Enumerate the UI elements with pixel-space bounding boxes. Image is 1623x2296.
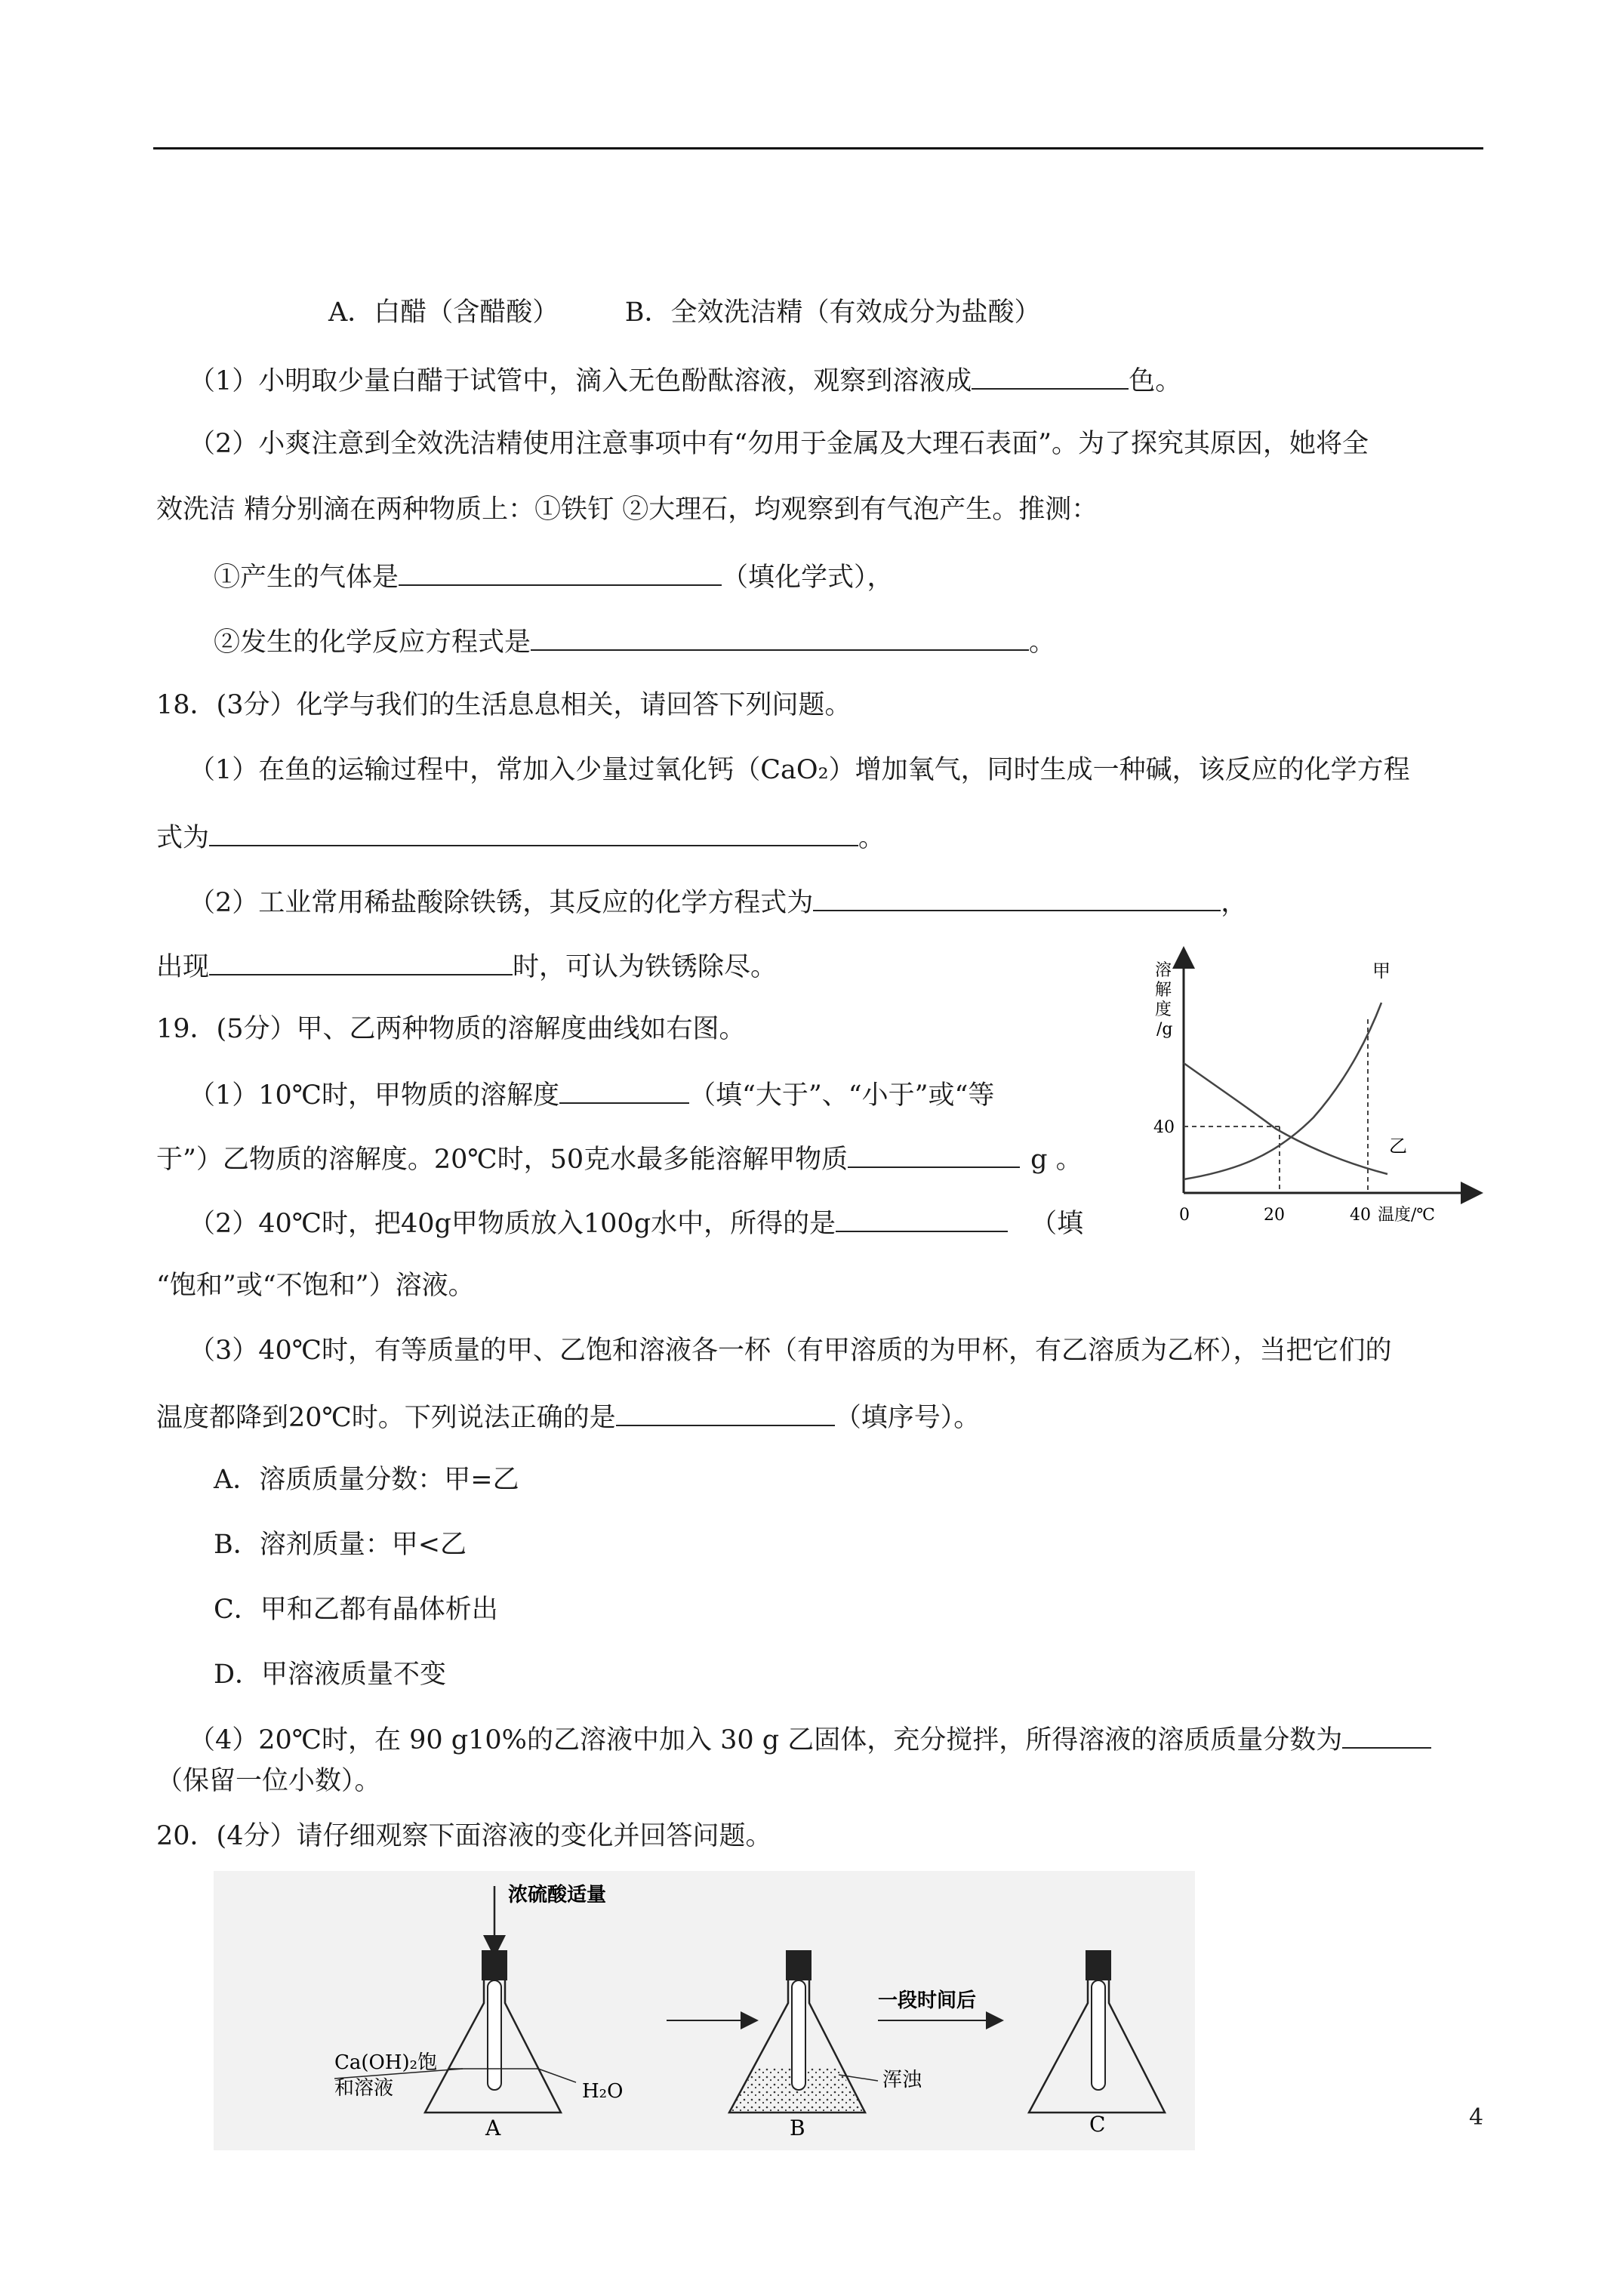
q19-title: 19．(5分）甲、乙两种物质的溶解度曲线如右图。 bbox=[156, 1014, 746, 1044]
solubility-graph bbox=[1140, 944, 1495, 1231]
acid-label: 浓硫酸适量 bbox=[508, 1884, 607, 1906]
x-tick-label: 0 bbox=[1179, 1206, 1190, 1225]
q18-part1-line2: 式为 。 bbox=[156, 819, 885, 855]
y-axis-label: 解 bbox=[1155, 981, 1172, 1000]
q18-part1-line1: （1）在鱼的运输过程中，常加入少量过氧化钙（CaO₂）增加氧气，同时生成一种碱，该反应的化学方程 bbox=[189, 755, 1410, 785]
answer-blank[interactable] bbox=[1342, 1721, 1431, 1749]
q17-part2-line2: 效洗洁 精分别滴在两种物质上：①铁钉 ②大理石，均观察到有气泡产生。推测： bbox=[156, 495, 1098, 525]
y-axis-label: 溶 bbox=[1155, 961, 1172, 980]
q18-title: 18．(3分）化学与我们的生活息息相关，请回答下列问题。 bbox=[156, 690, 852, 720]
caoh2-label: 和溶液 bbox=[334, 2077, 394, 2100]
y-axis-label: /g bbox=[1156, 1020, 1173, 1039]
x-tick-label: 40 bbox=[1350, 1206, 1371, 1225]
q18-part2: （2）工业常用稀盐酸除铁锈，其反应的化学方程式为 ， bbox=[189, 884, 1247, 920]
q19-part3-line1: （3）40℃时，有等质量的甲、乙饱和溶液各一杯（有甲溶质的为甲杯，有乙溶质为乙杯），当把它们的 bbox=[189, 1336, 1392, 1366]
y-tick-label: 40 bbox=[1153, 1118, 1175, 1137]
q19-part4-line2: （保留一位小数）。 bbox=[156, 1766, 381, 1796]
answer-blank[interactable] bbox=[616, 1399, 835, 1426]
x-axis-label: 温度/℃ bbox=[1378, 1206, 1436, 1225]
q19-option-c: C．甲和乙都有晶体析出 bbox=[214, 1595, 498, 1625]
turbid-label: 浑浊 bbox=[882, 2069, 922, 2091]
q17-part2-a: ①产生的气体是 （填化学式）， bbox=[214, 559, 894, 594]
header-rule bbox=[153, 147, 1483, 149]
page-number: 4 bbox=[1469, 2104, 1484, 2131]
water-label: H₂O bbox=[582, 2080, 624, 2103]
q17-part1: （1）小明取少量白醋于试管中，滴入无色酚酞溶液，观察到溶液成 色。 bbox=[189, 362, 1181, 398]
answer-blank[interactable] bbox=[209, 948, 513, 975]
answer-blank[interactable] bbox=[972, 362, 1129, 390]
q17-part2-b: ②发生的化学反应方程式是 。 bbox=[214, 624, 1055, 659]
q19-part3-line2: 温度都降到20℃时。下列说法正确的是 （填序号）。 bbox=[156, 1399, 980, 1435]
answer-blank[interactable] bbox=[531, 624, 1029, 651]
q17-part2-line1: （2）小爽注意到全效洗洁精使用注意事项中有“勿用于金属及大理石表面”。为了探究其原因，她将全 bbox=[189, 429, 1369, 459]
label-b: B bbox=[790, 2116, 805, 2140]
answer-blank[interactable] bbox=[559, 1077, 689, 1104]
answer-blank[interactable] bbox=[813, 884, 1221, 911]
answer-blank[interactable] bbox=[209, 819, 858, 846]
q18-part3: 出现 时，可认为铁锈除尽。 bbox=[156, 948, 777, 984]
curve-yi bbox=[1184, 1063, 1387, 1174]
q20-title: 20．(4分）请仔细观察下面溶液的变化并回答问题。 bbox=[156, 1821, 772, 1851]
q17-options: A．白醋（含醋酸） B．全效洗洁精（有效成分为盐酸） bbox=[328, 297, 1041, 328]
q19-part1-line1: （1）10℃时，甲物质的溶解度 （填“大于”、“小于”或“等 bbox=[189, 1077, 994, 1112]
q19-part2-line2: “饱和”或“不饱和”）溶液。 bbox=[156, 1271, 475, 1301]
experiment-figure bbox=[214, 1871, 1195, 2150]
label-a: A bbox=[485, 2116, 501, 2140]
curve-label-jia: 甲 bbox=[1372, 960, 1390, 982]
q19-option-d: D．甲溶液质量不变 bbox=[214, 1660, 447, 1690]
curve-jia bbox=[1184, 1003, 1381, 1179]
answer-blank[interactable] bbox=[848, 1141, 1020, 1168]
answer-blank[interactable] bbox=[836, 1205, 1008, 1232]
x-tick-label: 20 bbox=[1264, 1206, 1285, 1225]
answer-blank[interactable] bbox=[399, 559, 722, 586]
q19-part2: （2）40℃时，把40g甲物质放入100g水中，所得的是 （填 bbox=[189, 1205, 1083, 1240]
q19-part1-line2: 于”）乙物质的溶解度。20℃时，50克水最多能溶解甲物质 g 。 bbox=[156, 1141, 1083, 1176]
y-axis-label: 度 bbox=[1155, 1000, 1172, 1019]
q19-part4-line1: （4）20℃时，在 90 g10%的乙溶液中加入 30 g 乙固体，充分搅拌，所得溶液的溶质质量分数为 bbox=[189, 1721, 1431, 1757]
q19-option-a: A．溶质质量分数：甲=乙 bbox=[214, 1465, 519, 1495]
curve-label-yi: 乙 bbox=[1389, 1136, 1407, 1157]
label-c: C bbox=[1089, 2112, 1106, 2137]
q19-option-b: B．溶剂质量：甲<乙 bbox=[214, 1530, 467, 1560]
caoh2-label: Ca(OH)₂饱 bbox=[334, 2051, 438, 2074]
time-label: 一段时间后 bbox=[878, 1989, 977, 2012]
